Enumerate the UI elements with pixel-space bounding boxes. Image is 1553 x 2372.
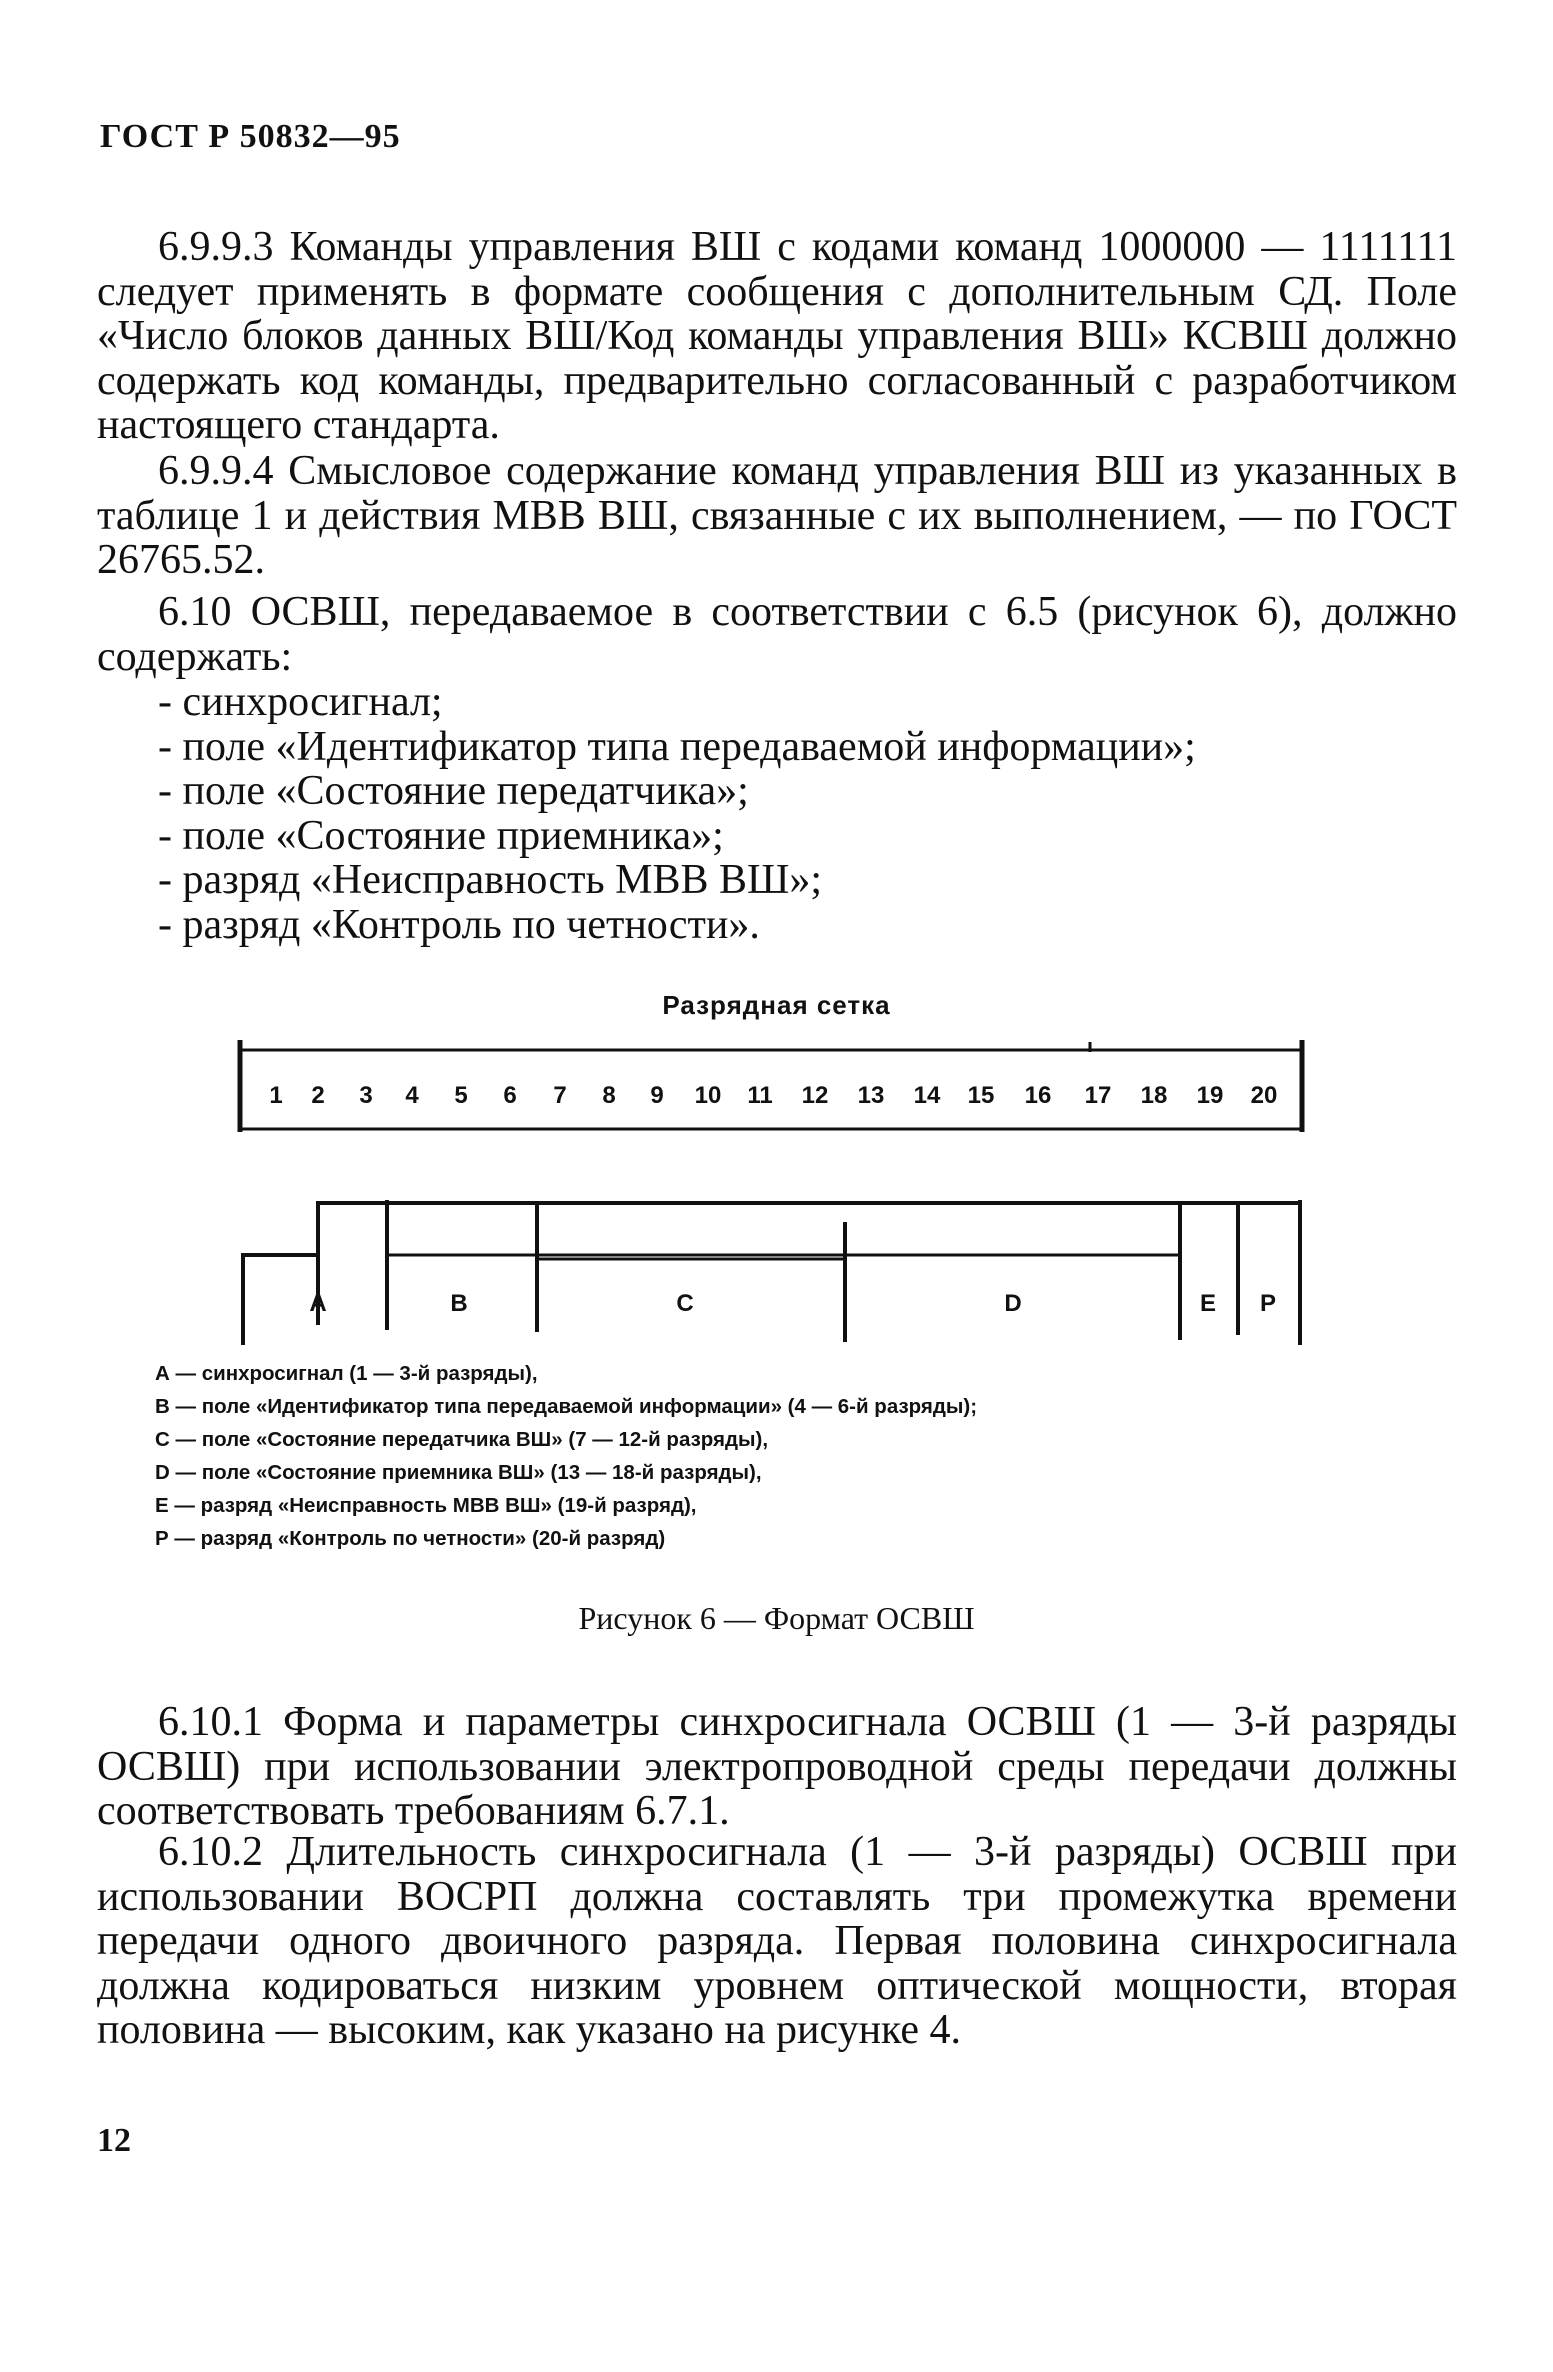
bit-label: 16 bbox=[1024, 1082, 1052, 1109]
field-label-p: P bbox=[1259, 1290, 1277, 1317]
bit-label: 5 bbox=[454, 1082, 468, 1109]
bit-label: 8 bbox=[602, 1082, 616, 1109]
bit-labels bbox=[269, 1082, 1277, 1109]
figure-caption: Рисунок 6 — Формат ОСВШ bbox=[578, 1600, 975, 1636]
bit-label: 13 bbox=[857, 1082, 885, 1109]
bit-label: 3 bbox=[359, 1082, 373, 1109]
list-item: - разряд «Контроль по четности». bbox=[158, 901, 760, 948]
bit-label: 2 bbox=[311, 1082, 325, 1109]
legend-item: А — синхросигнал (1 — 3-й разряды), bbox=[155, 1362, 538, 1385]
field-label-a: A bbox=[309, 1290, 327, 1317]
field-label-b: B bbox=[450, 1290, 468, 1317]
list-item: - разряд «Неисправность МВВ ВШ»; bbox=[158, 857, 823, 903]
field-diagram bbox=[243, 1200, 1300, 1345]
paragraph-6-10: 6.10 ОСВШ, передаваемое в соответствии с 6.5 (рисунок 6), должно содержать: bbox=[97, 589, 1457, 680]
figure-legend bbox=[155, 1357, 977, 1555]
document-header: ГОСТ Р 50832—95 bbox=[100, 118, 401, 155]
bit-label: 9 bbox=[650, 1082, 664, 1109]
bit-label: 15 bbox=[967, 1082, 995, 1109]
paragraph-6-10-1: 6.10.1 Форма и параметры синхросигнала ОСВШ (1 — 3-й разряды ОСВШ) при использовании электропроводной среды передачи должны соответствовать требованиям 6.7.1. bbox=[97, 1699, 1457, 1834]
bit-label: 1 bbox=[269, 1082, 283, 1109]
field-labels bbox=[309, 1290, 1276, 1317]
list-item: - синхросигнал; bbox=[158, 679, 443, 725]
list-item: - поле «Состояние передатчика»; bbox=[158, 768, 749, 814]
field-label-c: C bbox=[676, 1290, 694, 1317]
bit-label: 10 bbox=[694, 1082, 722, 1109]
list-item: - поле «Состояние приемника»; bbox=[158, 812, 724, 859]
field-label-e: E bbox=[1199, 1290, 1217, 1317]
list-item: - поле «Идентификатор типа передаваемой информации»; bbox=[158, 723, 1196, 770]
paragraph-6-9-9-3: 6.9.9.3 Команды управления ВШ с кодами команд 1000000 — 1111111 следует применять в формате сообщения с дополнительным СД. Поле «Число блоков данных ВШ/Код команды управления ВШ» КСВШ должно содержать код команды, предварительно согласованный с разработчиком настоящего стандарта. bbox=[97, 224, 1457, 448]
bit-label: 12 bbox=[801, 1082, 829, 1109]
field-label-d: D bbox=[1004, 1290, 1022, 1317]
bit-label: 17 bbox=[1084, 1082, 1112, 1109]
legend-item: Р — разряд «Контроль по четности» (20-й разряд) bbox=[155, 1527, 666, 1550]
bit-label: 4 bbox=[405, 1082, 419, 1109]
legend-item: Е — разряд «Неисправность МВВ ВШ» (19-й разряд), bbox=[155, 1494, 697, 1517]
bit-label: 20 bbox=[1250, 1082, 1278, 1109]
bit-label: 18 bbox=[1140, 1082, 1168, 1109]
paragraph-6-10-2: 6.10.2 Длительность синхросигнала (1 — 3-й разряды) ОСВШ при использовании ВОСРП должна составлять три промежутка времени передачи одного двоичного разряда. Первая половина синхросигнала должна кодироваться низким уровнем оптической мощности, вторая половина — высоким, как указано на рисунке 4. bbox=[97, 1829, 1457, 2053]
bit-label: 7 bbox=[553, 1082, 567, 1109]
bit-label: 14 bbox=[913, 1082, 941, 1109]
legend-item: В — поле «Идентификатор типа передаваемой информации» (4 — 6-й разряды); bbox=[155, 1395, 978, 1418]
legend-item: С — поле «Состояние передатчика ВШ» (7 — 12-й разряды), bbox=[155, 1428, 769, 1451]
bit-label: 6 bbox=[503, 1082, 517, 1109]
bit-label: 11 bbox=[747, 1082, 773, 1109]
bit-label: 19 bbox=[1196, 1082, 1224, 1109]
legend-item: D — поле «Состояние приемника ВШ» (13 — 18-й разряды), bbox=[155, 1461, 762, 1484]
page-number: 12 bbox=[97, 2122, 131, 2159]
grid-title: Разрядная сетка bbox=[662, 990, 891, 1020]
paragraph-6-9-9-4: 6.9.9.4 Смысловое содержание команд управления ВШ из указанных в таблице 1 и действия МВВ ВШ, связанные с их выполнением, — по ГОСТ 26765.52. bbox=[97, 448, 1457, 583]
